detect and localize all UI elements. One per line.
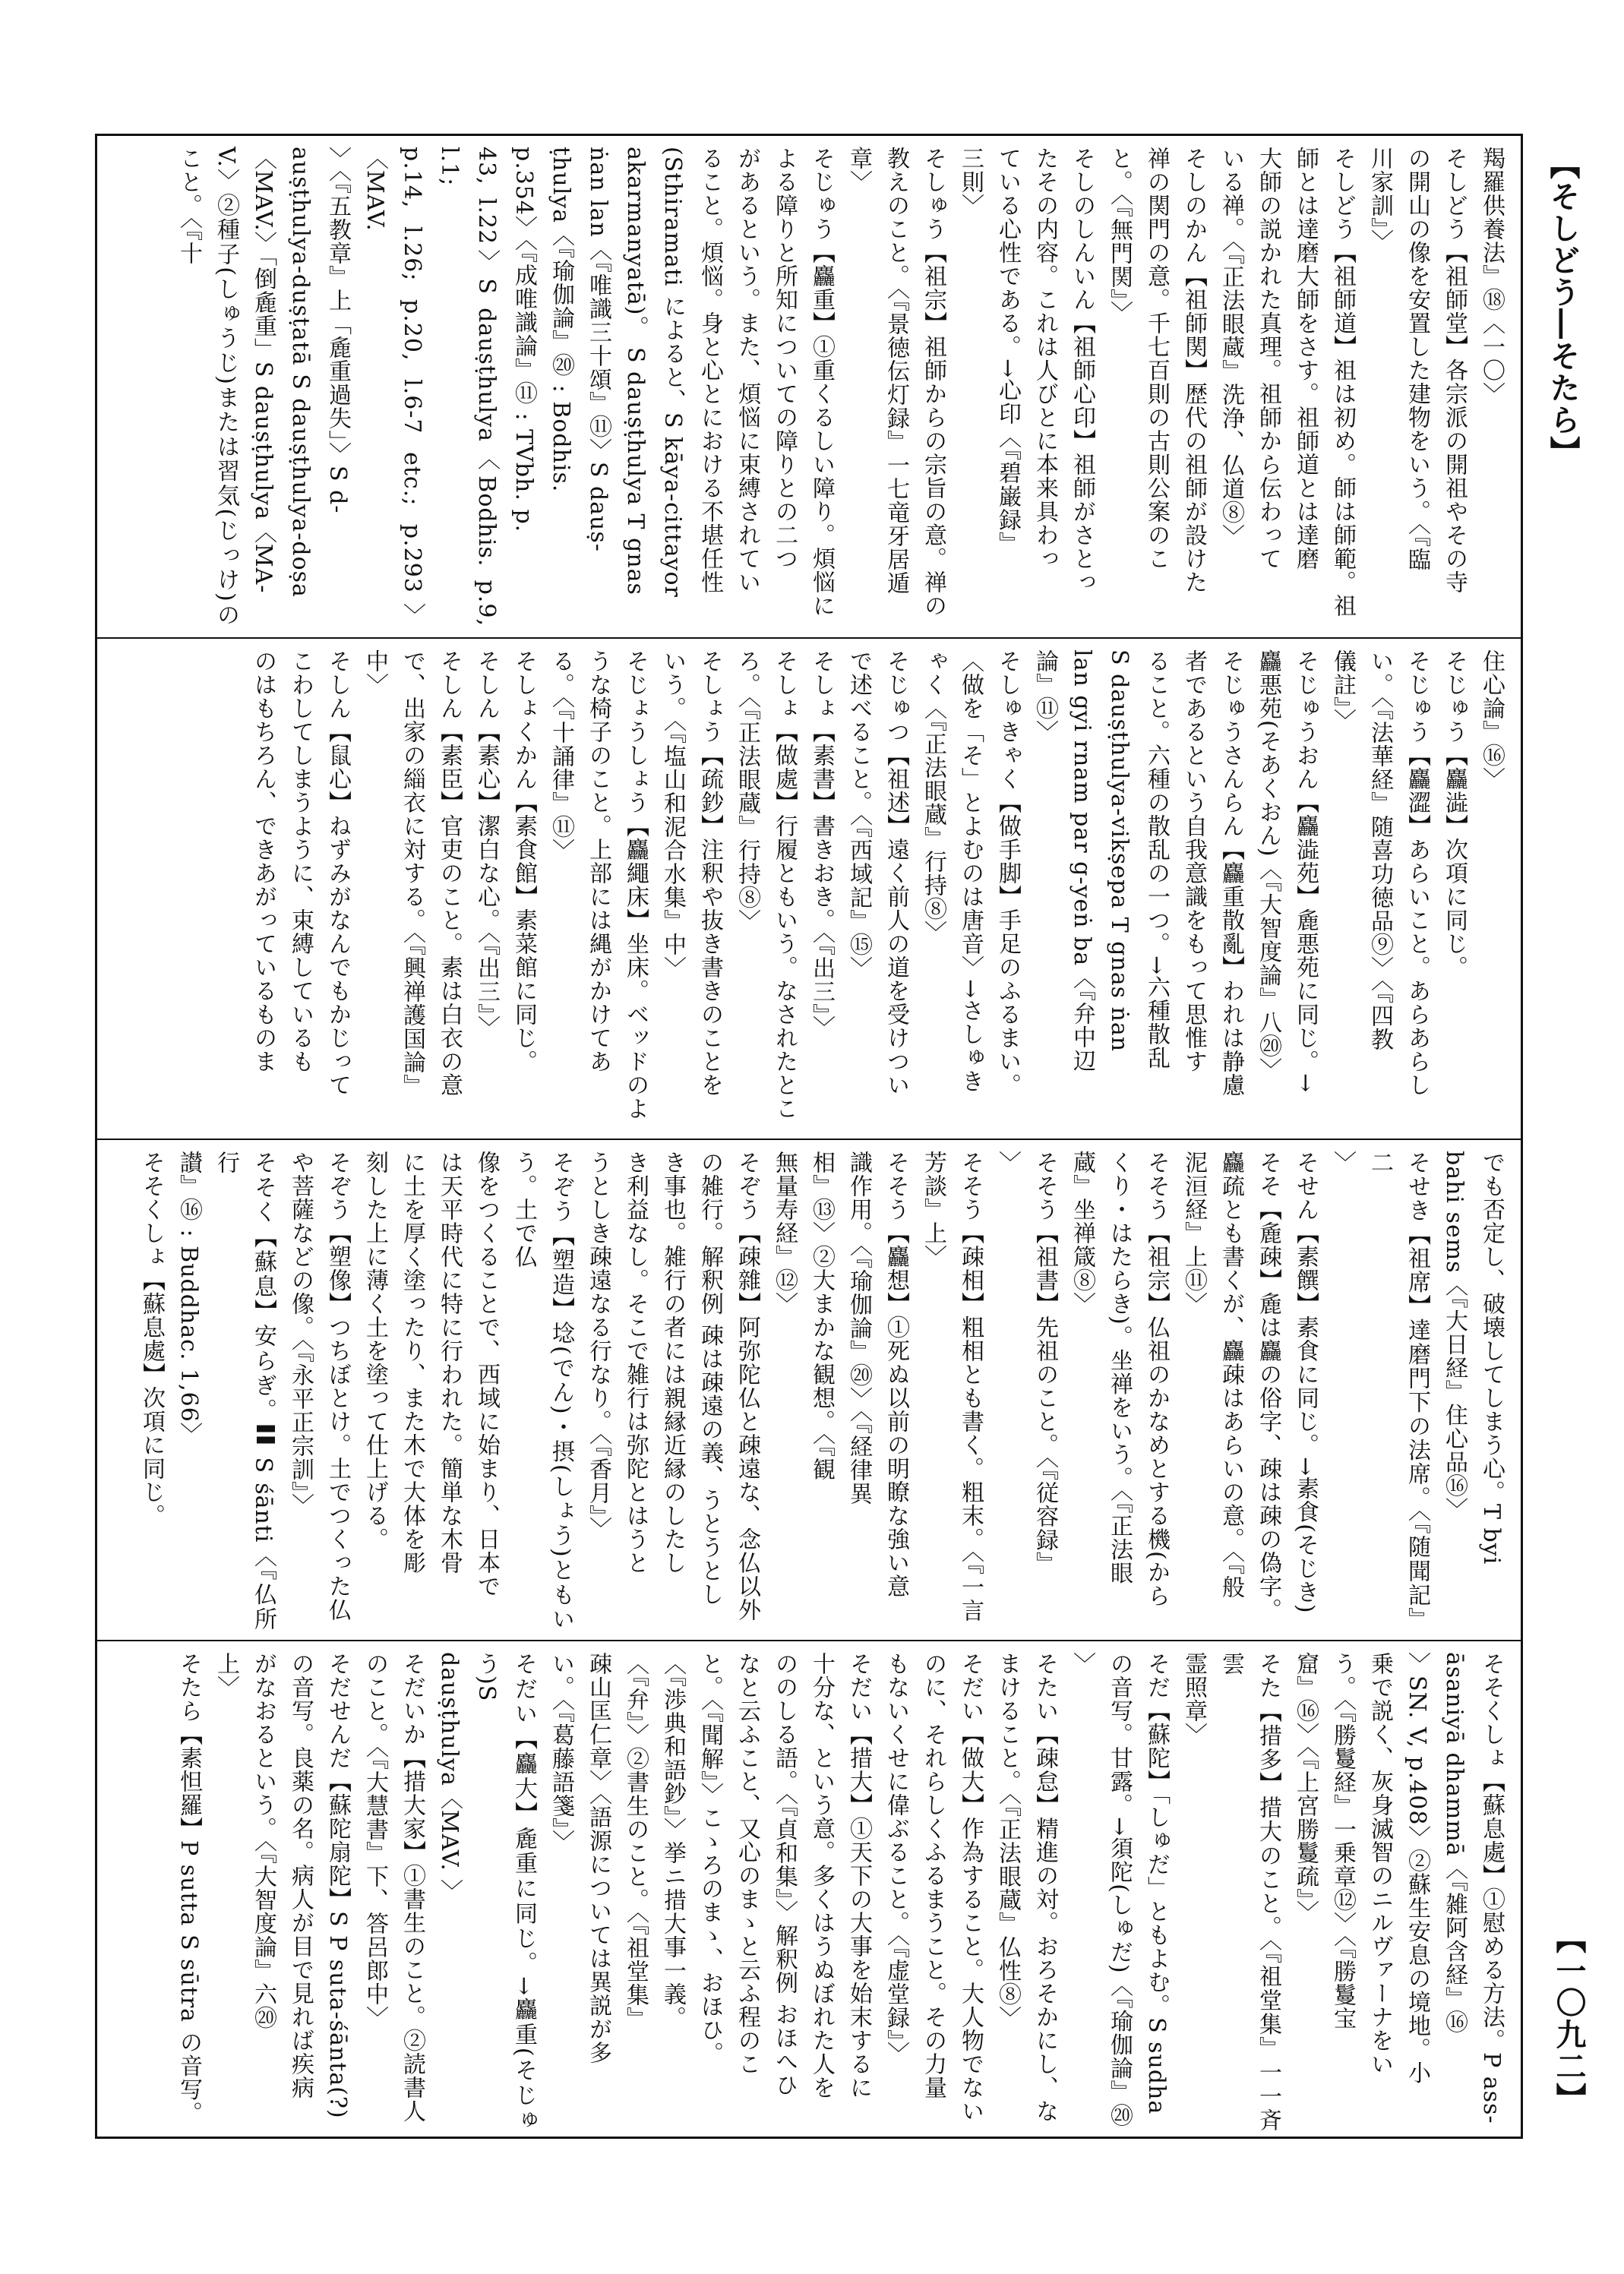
text-column: もないくせに偉ぶること。〈『虚堂録』〉 [883,1652,909,2065]
text-column: そじょうしょう【麤繩床】坐床。ベッドのよ [622,649,649,1120]
text-column: そしょくかん【素食館】素菜館に同じ。 [510,649,537,1073]
text-column: そそう【祖書】先祖のこと。〈『従容録』 [1032,1151,1058,1575]
text-column: 刻した上に薄く土を塗って仕上げる。 [362,1151,388,1551]
text-column: そせん【素饌】素食に同じ。→素食(そじき) [1292,1151,1319,1614]
text-column: そじゅう【麤澁】次項に同じ。 [1441,649,1468,979]
text-column: 大師の説かれた真理。祖師から伝わって [1255,147,1281,570]
text-column: lan gyi rnam par g-yeṅ ba〈『弁中辺 [1069,649,1095,1073]
text-column: そたい【疎怠】精進の対。おろそかにし、な [1032,1652,1058,2123]
text-column: そじゅう【麤重】①重くるしい障り。煩悩に [808,147,835,617]
text-column: いう。〈『塩山和泥合水集』中〉 [659,649,686,980]
text-column: ろ。〈『正法眼蔵』行持⑧〉 [734,649,760,933]
text-column: のに、それらしくふるまうこと。その力量 [920,1652,946,2099]
text-column: そだ【蘇陀】「しゅだ」ともよむ。S sudha [1143,1652,1170,2115]
text-column: そそう【麤想】①死ぬ以前の明瞭な強い意 [883,1151,909,1598]
text-column: まけること。〈『正法眼蔵』仏性⑧〉 [994,1652,1021,2029]
text-column: そだいか【措大家】①書生のこと。②読書人 [399,1652,425,2123]
text-column: と。〈『無門関』〉 [1106,147,1133,324]
text-column: 芳談』上〉 [920,1151,946,1268]
text-column: そそく【蘇息】安らぎ。〓 S śānti〈『仏所行 [213,1151,276,1631]
text-column: ゃく〈『正法眼蔵』行持⑧〉 [920,649,946,944]
text-column: そだせんだ【蘇陀扇陀】S P suta-śānta(?) [324,1652,351,2119]
text-column: そしん【鼠心】ねずみがなんでもかじって [324,649,351,1097]
text-column: p.354〉〈『成唯識論』⑪ : TVbh. p. [510,147,537,533]
dictionary-page-frame [95,134,1523,2139]
text-column: 麤悪苑(そあくおん)〈『大智度論』八⑳〉 [1255,649,1281,1082]
text-column: 〉 [1329,1151,1356,1174]
text-column: に土を厚く塗ったり、また木で大体を彫 [399,1151,425,1574]
text-column: そじゅう【麤澀】あらいこと。あらあらし [1404,649,1430,1097]
text-column: 者であるという自我意識をもって思惟す [1180,649,1207,1073]
text-column: き事也。雑行の者には親縁近縁のしたし [659,1151,686,1574]
text-column: そだい【措大】①天下の大事を始末するに [845,1652,872,2099]
text-column: 論』⑪〉 [1032,649,1058,744]
text-column: い。〈『法華経』随喜功徳品⑨〉〈『四教 [1366,649,1393,1051]
text-column: そだい【麤大】麁重に同じ。→麤重(そじゅう)S [473,1652,537,2132]
band-text [170,147,1510,627]
text-column: 〈『渉典和語鈔』〉挙ニ措大事一義。 [659,1652,686,2029]
text-column: 教えのこと。〈『景徳伝灯録』一七竜牙居遁 [883,147,909,595]
text-column: akarmanyatā)。 S dauṣṭhulya T gnas [622,147,649,595]
band-text [170,1652,1510,2132]
text-column: そじゅうおん【麤澁苑】麁悪苑に同じ。→ [1292,649,1319,1094]
text-column: ṭhulya〈『瑜伽論』⑳ : Bodhis. [548,147,574,493]
text-column: の開山の像を安置した建物をいう。〈『臨 [1404,147,1430,571]
text-column: そぞう【塑造】埝(でん)・摂(しょう)ともいう。土で仏 [510,1151,574,1631]
text-column: 疎山匡仁章〉〈語源については異説が多 [585,1652,611,2064]
text-column: そしん【素臣】官吏のこと。素は白衣の意 [436,649,463,1097]
text-column: や菩薩などの像。〈『永平正宗訓』〉 [287,1151,314,1517]
band-text [133,1151,1510,1631]
text-column: そだい【做大】作為すること。大人物でない [957,1652,984,2123]
text-column: ること。六種の散乱の一つ。→六種散乱 [1143,649,1170,1070]
text-column: ののしる語。〈『貞和集』〉解釈例 おほへひ [771,1652,798,2097]
text-column: 〈做を「そ」とよむのは唐音〉→さしゅき [957,649,984,1094]
text-column: 麤疏とも書くが、麤疎はあらいの意。〈『般 [1218,1151,1244,1599]
text-column: 43, l.22〉S dauṣṭhulya〈Bodhis. p.9, l.1; [436,147,500,627]
text-column: たその内容。これは人びとに本来具わっ [1032,147,1058,570]
text-column: る。〈『十誦律』⑪〉 [548,649,574,862]
band-text [245,649,1510,1129]
text-column: 像をつくることで、西域に始まり、日本で [473,1151,500,1598]
text-column: 章〉 [845,147,872,194]
text-column: そた【措多】措大のこと。〈『祖堂集』一一斉雲 [1218,1652,1281,2132]
text-band-2 [97,637,1521,1139]
text-column: そしん【素心】潔白な心。〈『出三』〉 [473,649,500,1039]
text-column: う。〈『勝鬘経』一乗章⑫〉〈『勝鬘宝 [1329,1652,1356,2030]
text-column: ṅan lan〈『唯識三十頌』⑪〉S dauṣ- [585,147,611,552]
text-column: 〉 [1069,1652,1095,1675]
text-column: 中〉 [362,649,388,696]
text-column: そしょ【做處】行履ともいう。なされたとこ [771,649,798,1120]
text-band-3 [97,1139,1521,1640]
text-column: そじゅつ【祖述】遠く前人の道を受けつい [883,649,909,1097]
text-column: い。〈『葛藤語箋』〉 [548,1652,574,1853]
text-column: そしのしんいん【祖師心印】祖師がさとっ [1069,147,1095,594]
text-column: 住心論』⑯〉 [1478,649,1505,791]
text-column: のこと。〈『大慧書』下、答呂郎中〉 [362,1652,388,2029]
text-column: そたら【素怛羅】P sutta S sūtra の音写。 [175,1652,202,2125]
text-column: 乗で説く、灰身滅智のニルヴァーナをい [1366,1652,1393,2076]
text-column: で述べること。〈『西域記』⑮〉 [845,649,872,980]
text-column: bahi sems〈『大日経』住心品⑯〉 [1441,1151,1468,1521]
text-column: 泥洹経』上⑪〉 [1180,1151,1207,1315]
text-column: 霊照章〉 [1180,1652,1207,1746]
text-column: V.〉②種子(しゅうじ)または習気(じっけ)のこと。〈『十 [175,147,239,627]
text-column: (Sthiramati によると、S kāya-cittayor [659,147,686,598]
text-column: 羯羅供養法』⑱〈一〇〉 [1478,147,1505,406]
text-column: 〈『弁』〉②書生のこと。〈『祖堂集』 [622,1652,649,2030]
text-column: の音写。良薬の名。病人が目で見れば疾病 [287,1652,314,2099]
text-column: āsaniyā dhammā〈『雑阿含経』⑯ [1441,1652,1468,2034]
text-column: で、出家の緇衣に対する。〈『興禅護国論』 [399,649,425,1098]
text-column: 〉SN. V, p.408〉②蘇生安息の境地。小 [1404,1652,1430,2085]
text-column: くり・はたらき)。坐禅をいう。〈『正法眼 [1106,1151,1133,1585]
text-column: そしょう【疏鈔】注釈や抜き書きのことを [697,649,723,1097]
text-column: 讃』⑯ : Buddhac. 1,66〉 [175,1151,202,1446]
text-column: 〉 [994,1151,1021,1174]
text-band-1 [97,136,1521,637]
text-column: 十分な、という意。多くはうぬぼれた人を [808,1652,835,2099]
text-column: があるという。また、煩悩に束縛されてい [734,147,760,594]
text-column: そしょ【素書】書きおき。〈『出三』〉 [808,649,835,1039]
text-column: そそう【祖宗】仏祖のかなめとする機(から [1143,1151,1170,1608]
text-column: なと云ふこと、又心のまゝと云ふ程のこ [734,1652,760,2076]
text-column: ている心性である。→心印〈『碧巌録』 [994,147,1021,556]
text-column: そしのかん【祖師関】歴代の祖師が設けた [1180,147,1207,594]
text-column: dauṣṭhulya〈MAV. 〉 [436,1652,463,1903]
text-column: そそくしょ【蘇息處】次項に同じ。 [138,1151,165,1527]
text-column: 識作用。〈『瑜伽論』⑳〉〈『経律異 [845,1151,872,1505]
text-column: 上〉 [213,1652,239,1699]
text-column: のはもちろん、できあがっているものま [250,649,276,1073]
text-column: がなおるという。〈『大智度論』六⑳ [250,1652,276,2029]
running-title: 【そしどう―そたら】 [1545,149,1581,468]
text-column: S dauṣṭhulya-vikṣepa T gnas ṅan [1106,649,1133,1053]
text-column: いる禅。〈『正法眼蔵』洗浄、仏道⑧〉 [1218,147,1244,548]
text-column: そぞう【塑像】つちぼとけ。土でつくった仏 [324,1151,351,1622]
text-column: 川家訓』〉 [1366,147,1393,253]
text-column: 儀註』〉 [1329,649,1356,732]
text-column: の雑行。解釈例 疎は疎遠の義、うとうとし [697,1151,723,1606]
text-column: うな椅子のこと。上部には縄がかけてあ [585,649,611,1073]
text-column: こわしてしまうように、束縛しているも [287,649,314,1073]
text-column: p.14, l.26; p.20, l.6-7 etc.; p.293〉〈MAV. [362,147,425,627]
text-column: 窟』⑯〉〈『上宮勝鬘疏』〉 [1292,1652,1319,1924]
text-band-4 [97,1640,1521,2141]
text-column: auṣṭhulya-duṣṭatā S dauṣṭhulya-doṣa [287,147,314,598]
text-column: でも否定し、破壊してしまう心。T byi [1478,1151,1505,1565]
text-column: そしどう【祖師堂】各宗派の開祖やその寺 [1441,147,1468,594]
text-column: 〈MAV.〉「倒麁重」S dauṣṭhulya〈MA- [250,147,276,594]
text-column: そそ【麁疎】麁は麤の俗字、疎は疎の偽字。 [1255,1151,1281,1622]
text-column: よる障りと所知についての障りとの二つ [771,147,798,570]
text-column: 〉〈『五教章』上「麁重過失」〉S d- [324,147,351,514]
text-column: ること。煩悩。身と心とにおける不堪任性 [697,147,723,594]
text-column: の音写。甘露。→須陀(しゅだ)〈『瑜伽論』⑳ [1106,1652,1133,2127]
text-column: そぞう【疎雜】阿弥陀仏と疎遠な、念仏以外 [734,1151,760,1622]
text-column: 師とは達磨大師をさす。祖師道とは達磨 [1292,147,1319,570]
text-column: そしゅう【祖宗】祖師からの宗旨の意。禅の [920,147,946,617]
text-column: 禅の関門の意。千七百則の古則公案のこ [1143,147,1170,570]
text-column: そしゅきゃく【做手脚】手足のふるまい。 [994,649,1021,1097]
text-column: 相』⑬〉②大まかな観想。〈『観 [808,1151,835,1481]
text-column: 蔵』坐禅箴⑧〉 [1069,1151,1095,1315]
text-column: 三則〉 [957,147,984,217]
text-column: そしどう【祖師道】祖は初め。師は師範。祖 [1329,147,1356,617]
text-column: そせき【祖席】達磨門下の法席。〈『随聞記』二 [1366,1151,1430,1631]
text-column: 無量寿経』⑫〉 [771,1151,798,1315]
text-column: と。〈『聞解』〉こゝろのまゝ、おほひ。 [697,1652,723,2065]
page-number: 【一〇九二】 [1551,1923,1587,2115]
text-column: そそくしょ【蘇息處】①慰める方法。P ass- [1478,1652,1505,2124]
text-column: は天平時代に特に行われた。簡単な木骨 [436,1151,463,1574]
text-column: うとしき疎遠なる行なり。〈『香月』〉 [585,1151,611,1540]
text-column: そじゅうさんらん【麤重散亂】われは静慮 [1218,649,1244,1097]
text-column: そそう【疎相】粗相とも書く。粗末。〈『一言 [957,1151,984,1622]
text-column: き利益なし。そこで雑行は弥陀とはうと [622,1151,649,1574]
